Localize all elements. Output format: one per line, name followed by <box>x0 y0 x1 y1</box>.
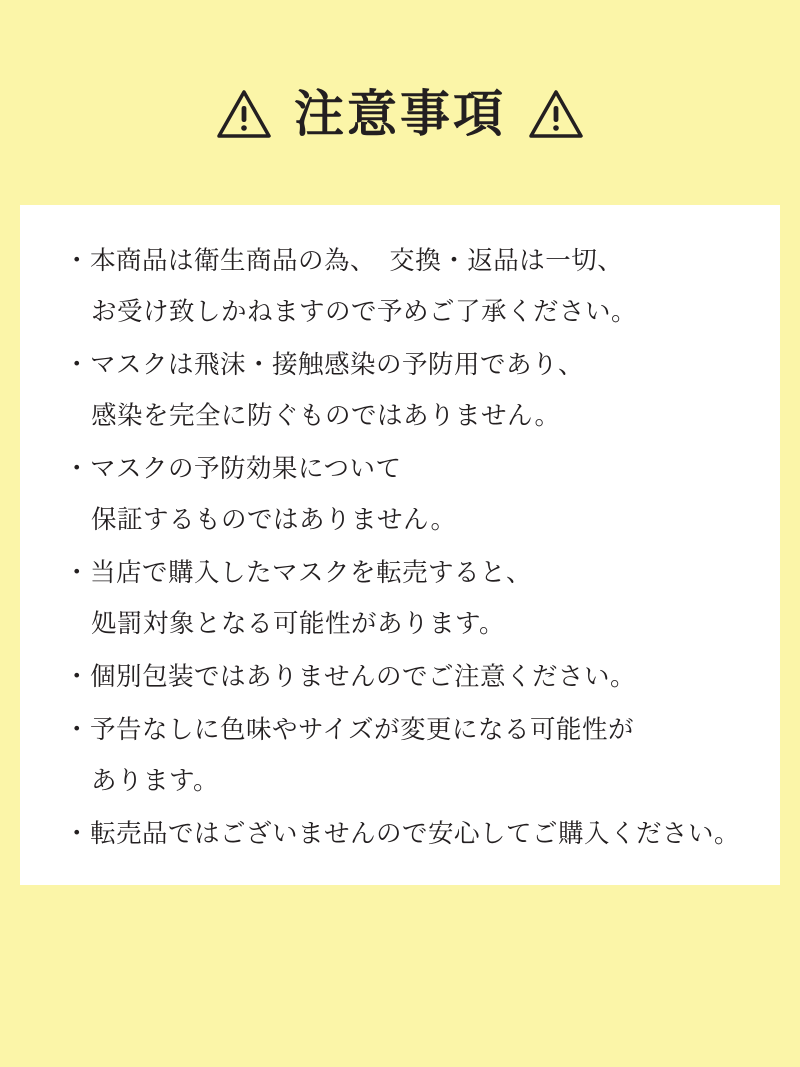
bullet: ・ <box>64 350 91 379</box>
notice-line: 保証するものではありません。 <box>91 505 457 534</box>
bullet: ・ <box>64 558 91 587</box>
warning-triangle-icon <box>528 88 584 140</box>
list-item <box>64 443 746 545</box>
notice-list <box>64 235 746 859</box>
warning-triangle-icon <box>216 88 272 140</box>
list-item <box>64 651 746 702</box>
notice-line: あります。 <box>91 766 219 795</box>
notice-text: 個別包装ではありませんのでご注意ください。 <box>90 662 637 691</box>
bullet: ・ <box>64 819 91 848</box>
list-item <box>64 808 746 859</box>
bullet: ・ <box>64 246 91 275</box>
page-title: 注意事項 <box>294 86 506 142</box>
list-item <box>64 235 746 337</box>
list-item <box>64 704 746 806</box>
notice-line <box>64 651 746 702</box>
notice-line: 感染を完全に防ぐものではありません。 <box>91 401 561 430</box>
notice-text: 本商品は衛生商品の為、 交換・返品は一切、 <box>90 246 624 275</box>
notice-text: 転売品ではございませんので安心してご購入ください。 <box>90 819 741 848</box>
page-title-row <box>0 88 800 140</box>
notice-line <box>64 704 746 755</box>
notice-text: 当店で購入したマスクを転売すると、 <box>90 558 533 587</box>
notice-line: お受け致しかねますので予めご了承ください。 <box>91 297 638 326</box>
bullet: ・ <box>64 454 91 483</box>
notice-line <box>64 547 746 598</box>
notice-card <box>20 205 780 885</box>
notice-line <box>64 235 746 286</box>
list-item <box>64 547 746 649</box>
notice-line: 処罰対象となる可能性があります。 <box>91 609 505 638</box>
bullet: ・ <box>64 715 91 744</box>
notice-line <box>64 339 746 390</box>
notice-text: 予告なしに色味やサイズが変更になる可能性が <box>90 715 634 744</box>
bullet: ・ <box>64 662 91 691</box>
notice-text: マスクは飛沫・接触感染の予防用であり、 <box>90 350 585 379</box>
notice-line <box>64 808 746 859</box>
notice-line <box>64 443 746 494</box>
notice-text: マスクの予防効果について <box>90 454 402 483</box>
list-item <box>64 339 746 441</box>
